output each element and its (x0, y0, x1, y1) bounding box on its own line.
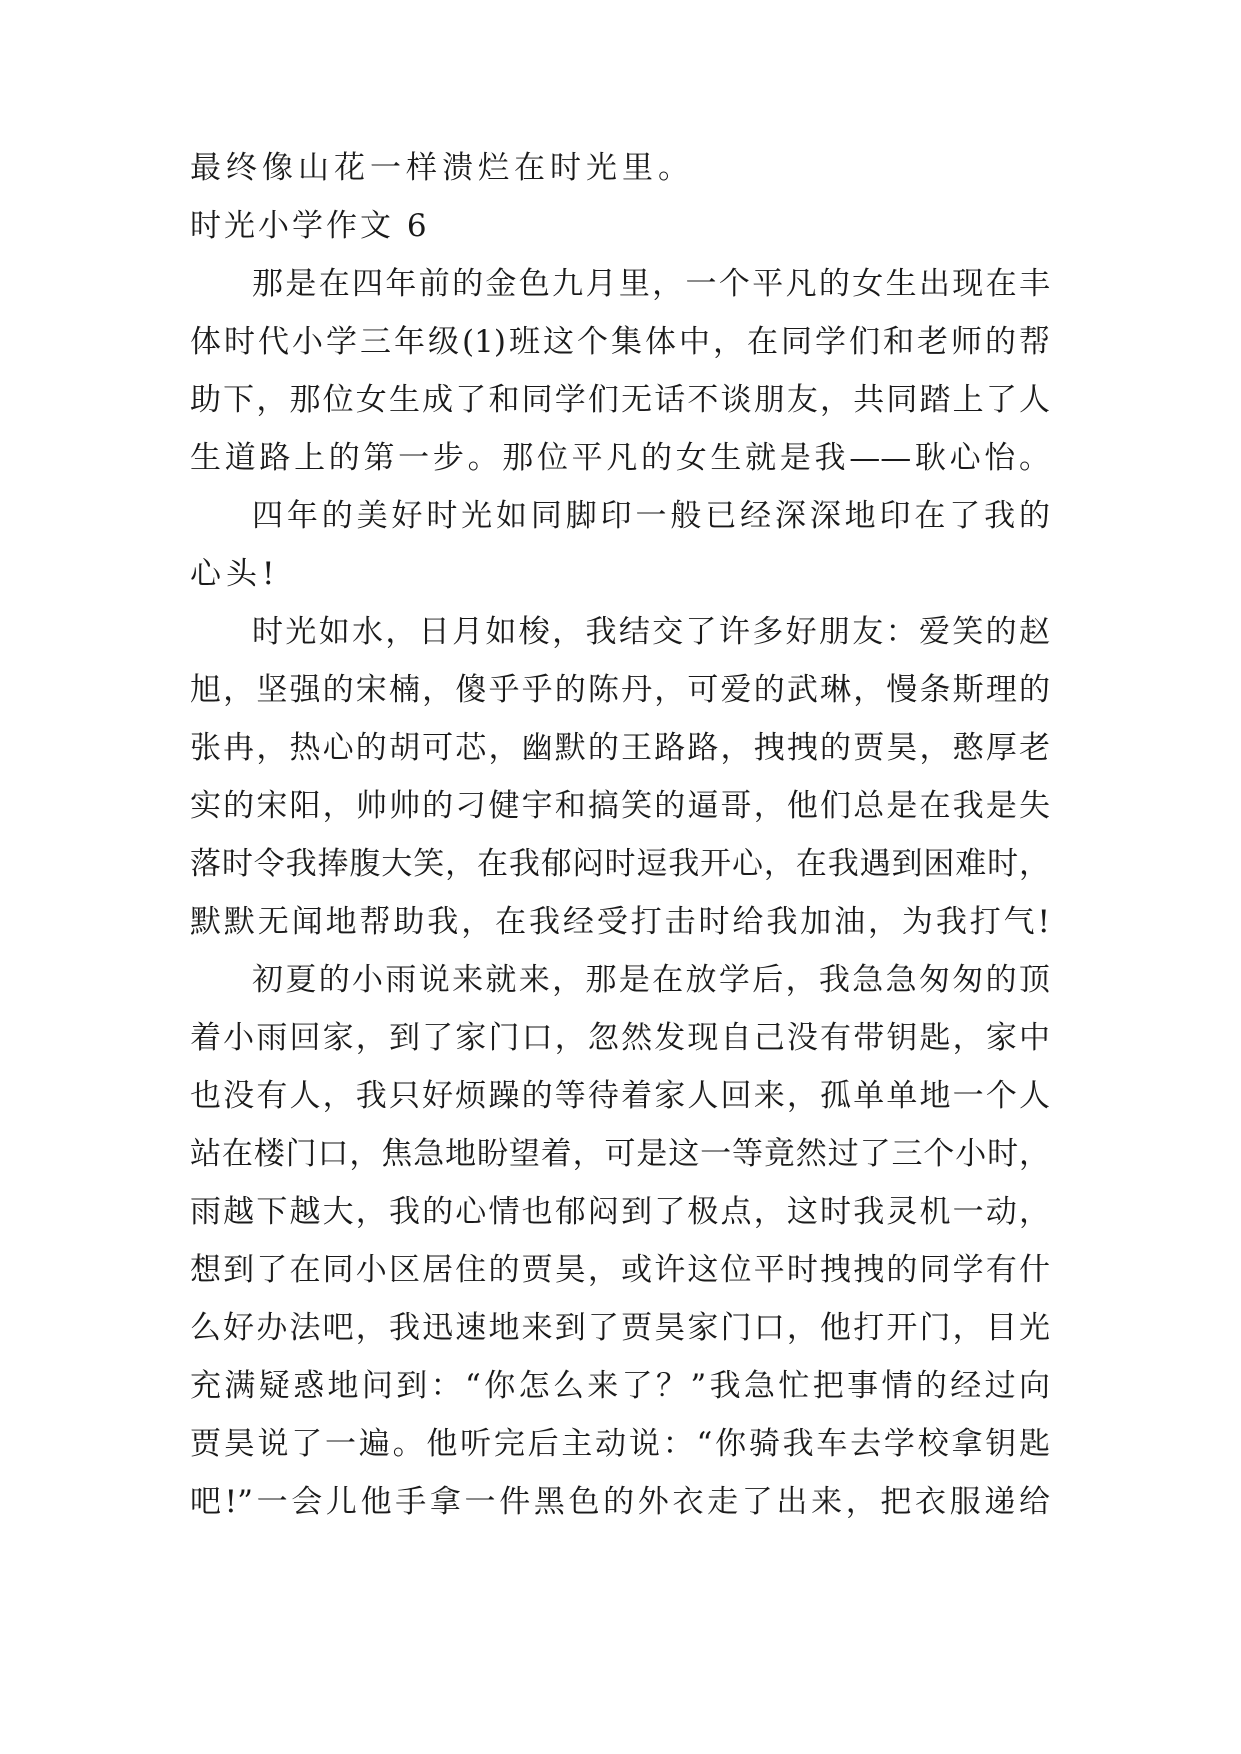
paragraph-4-line-4: 站在楼门口，焦急地盼望着，可是这一等竟然过了三个小时， (190, 1136, 1050, 1172)
paragraph-4-line-3: 也没有人，我只好烦躁的等待着家人回来，孤单单地一个人 (190, 1078, 1050, 1114)
paragraph-4-line-1: 初夏的小雨说来就来，那是在放学后，我急急匆匆的顶 (252, 962, 1050, 998)
paragraph-4-line-10: 吧!”一会儿他手拿一件黑色的外衣走了出来，把衣服递给 (190, 1484, 1050, 1520)
paragraph-1-line-3: 助下，那位女生成了和同学们无话不谈朋友，共同踏上了人 (190, 382, 1050, 418)
paragraph-3-line-5: 落时令我捧腹大笑，在我郁闷时逗我开心，在我遇到困难时， (190, 846, 1050, 882)
paragraph-4-line-5: 雨越下越大，我的心情也郁闷到了极点，这时我灵机一动， (190, 1194, 1050, 1230)
paragraph-4-line-6: 想到了在同小区居住的贾昊，或许这位平时拽拽的同学有什 (190, 1252, 1050, 1288)
paragraph-3-line-6: 默默无闻地帮助我，在我经受打击时给我加油，为我打气! (190, 904, 1050, 940)
paragraph-3-line-4: 实的宋阳，帅帅的刁健宇和搞笑的逼哥，他们总是在我是失 (190, 788, 1050, 824)
paragraph-4-line-2: 着小雨回家，到了家门口，忽然发现自己没有带钥匙，家中 (190, 1020, 1050, 1056)
paragraph-2-line-2: 心头! (190, 556, 280, 592)
paragraph-1-line-1: 那是在四年前的金色九月里，一个平凡的女生出现在丰 (252, 266, 1050, 302)
paragraph-3-line-2: 旭，坚强的宋楠，傻乎乎的陈丹，可爱的武琳，慢条斯理的 (190, 672, 1050, 708)
paragraph-4-line-7: 么好办法吧，我迅速地来到了贾昊家门口，他打开门，目光 (190, 1310, 1050, 1346)
paragraph-1-line-4: 生道路上的第一步。那位平凡的女生就是我——耿心怡。 (190, 440, 1050, 476)
section-heading: 时光小学作文 6 (190, 208, 430, 244)
paragraph-1-line-2: 体时代小学三年级(1)班这个集体中，在同学们和老师的帮 (190, 324, 1050, 360)
paragraph-4-line-8: 充满疑惑地问到：“你怎么来了？”我急忙把事情的经过向 (190, 1368, 1050, 1404)
paragraph-3-line-3: 张冉，热心的胡可芯，幽默的王路路，拽拽的贾昊，憨厚老 (190, 730, 1050, 766)
text-line-1: 最终像山花一样溃烂在时光里。 (190, 150, 694, 186)
paragraph-3-line-1: 时光如水，日月如梭，我结交了许多好朋友：爱笑的赵 (252, 614, 1050, 650)
paragraph-2-line-1: 四年的美好时光如同脚印一般已经深深地印在了我的 (252, 498, 1050, 534)
paragraph-4-line-9: 贾昊说了一遍。他听完后主动说：“你骑我车去学校拿钥匙 (190, 1426, 1050, 1462)
